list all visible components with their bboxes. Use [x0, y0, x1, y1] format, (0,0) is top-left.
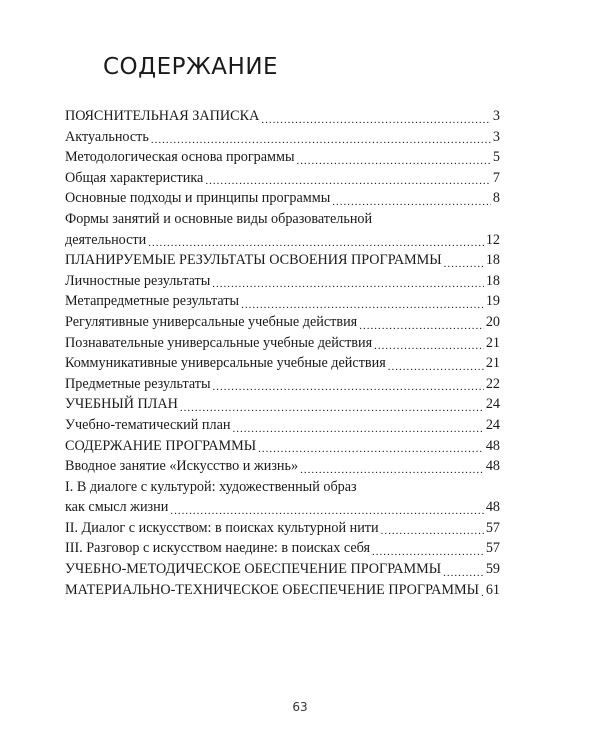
toc-entry-thematic-plan[interactable]: [65, 415, 500, 436]
toc-entry-label: как смысл жизни: [65, 499, 169, 516]
toc-leader-dots: [232, 415, 483, 436]
toc-entry-planned-results[interactable]: [65, 250, 500, 271]
toc-leader-dots: [388, 353, 484, 374]
toc-entry-label: Предметные результаты: [65, 375, 211, 392]
toc-entry-label: Коммуникативные универсальные учебные действия: [65, 355, 386, 372]
page-number: 63: [292, 700, 308, 714]
toc-leader-dots: [444, 250, 484, 271]
toc-entry-page: 8: [492, 190, 500, 207]
table-of-contents: [65, 106, 500, 600]
toc-entry-label: Методологическая основа программы: [65, 149, 295, 166]
toc-leader-dots: [213, 374, 484, 395]
toc-entry-dialogue-art[interactable]: [65, 518, 500, 539]
toc-entry-label: УЧЕБНЫЙ ПЛАН: [65, 396, 178, 413]
toc-entry-label: Вводное занятие «Искусство и жизнь»: [65, 458, 299, 475]
toc-entry-label: Регулятивные универсальные учебные действия: [65, 313, 358, 330]
toc-entry-label: ПОЯСНИТЕЛЬНАЯ ЗАПИСКА: [65, 108, 260, 124]
toc-leader-dots: [180, 394, 484, 415]
toc-leader-dots: [332, 188, 491, 209]
toc-entry-page: 57: [485, 540, 500, 557]
toc-entry-label: Метапредметные результаты: [65, 293, 240, 310]
toc-entry-regulatory-actions[interactable]: [65, 312, 500, 333]
toc-leader-dots: [297, 147, 491, 168]
toc-entry-label: Основные подходы и принципы программы: [65, 190, 331, 207]
toc-entry-label: II. Диалог с искусством: в поисках культурной нити: [65, 519, 379, 536]
toc-entry-subject-results[interactable]: [65, 374, 500, 395]
toc-entry-metasubject-results[interactable]: [65, 291, 500, 312]
toc-entry-page: 3: [492, 108, 500, 124]
toc-entry-page: 22: [485, 375, 500, 392]
toc-leader-dots: [241, 291, 484, 312]
toc-leader-dots: [443, 559, 484, 580]
toc-entry-page: 3: [492, 128, 500, 145]
page-title: СОДЕРЖАНИЕ: [103, 54, 279, 80]
toc-leader-dots: [170, 497, 483, 518]
toc-entry-general-characteristics[interactable]: [65, 168, 500, 189]
toc-entry-page: 21: [485, 334, 500, 351]
toc-entry-label: Личностные результаты: [65, 272, 211, 289]
toc-leader-dots: [212, 271, 484, 292]
toc-leader-dots: [151, 127, 491, 148]
toc-entry-page: 24: [485, 416, 500, 433]
toc-entry-dialogue-culture-line1[interactable]: I. В диалоге с культурой: художественный образ: [65, 478, 357, 495]
toc-entry-label: МАТЕРИАЛЬНО-ТЕХНИЧЕСКОЕ ОБЕСПЕЧЕНИЕ ПРОГРАММЫ: [65, 581, 480, 598]
toc-entry-page: 48: [485, 437, 500, 454]
toc-entry-page: 21: [485, 355, 500, 372]
toc-entry-forms-line1[interactable]: Формы занятий и основные виды образовательной: [65, 210, 373, 227]
toc-entry-page: 5: [492, 149, 500, 166]
toc-entry-program-content[interactable]: [65, 436, 500, 457]
toc-entry-label: УЧЕБНО-МЕТОДИЧЕСКОЕ ОБЕСПЕЧЕНИЕ ПРОГРАММЫ: [65, 561, 442, 578]
toc-entry-label: Учебно-тематический план: [65, 416, 231, 433]
toc-entry-label: ПЛАНИРУЕМЫЕ РЕЗУЛЬТАТЫ ОСВОЕНИЯ ПРОГРАММЫ: [65, 252, 442, 269]
toc-entry-explanatory-note[interactable]: [65, 106, 500, 127]
toc-leader-dots: [481, 580, 484, 601]
toc-entry-label: III. Разговор с искусством наедине: в поисках себя: [65, 540, 371, 557]
toc-entry-page: 57: [485, 519, 500, 536]
toc-entry-methodological-basis[interactable]: [65, 147, 500, 168]
toc-entry-label: Актуальность: [65, 128, 149, 145]
toc-entry-page: 12: [485, 231, 500, 248]
toc-leader-dots: [148, 230, 484, 251]
toc-entry-label: СОДЕРЖАНИЕ ПРОГРАММЫ: [65, 437, 257, 454]
toc-leader-dots: [372, 538, 484, 559]
toc-entry-label: Познавательные универсальные учебные действия: [65, 334, 373, 351]
toc-entry-page: 48: [485, 458, 500, 475]
toc-entry-page: 18: [485, 272, 500, 289]
toc-leader-dots: [374, 333, 484, 354]
toc-entry-approaches-principles[interactable]: [65, 188, 500, 209]
toc-entry-page: 18: [485, 252, 500, 269]
toc-entry-intro-lesson[interactable]: [65, 456, 500, 477]
toc-entry-conversation-art[interactable]: [65, 538, 500, 559]
toc-entry-label: Общая характеристика: [65, 169, 204, 186]
toc-leader-dots: [300, 456, 484, 477]
toc-entry-page: 20: [485, 313, 500, 330]
toc-entry-dialogue-culture[interactable]: [65, 497, 500, 518]
toc-leader-dots: [258, 436, 484, 457]
toc-leader-dots: [359, 312, 484, 333]
toc-entry-material-support[interactable]: [65, 580, 500, 601]
toc-entry-relevance[interactable]: [65, 127, 500, 148]
toc-entry-page: 19: [485, 293, 500, 310]
toc-entry-page: 61: [485, 581, 500, 598]
toc-leader-dots: [205, 168, 491, 189]
toc-entry-page: 7: [492, 169, 500, 186]
toc-entry-label: деятельности: [65, 231, 147, 248]
toc-entry-forms-activities[interactable]: [65, 230, 500, 251]
toc-entry-methodological-support[interactable]: [65, 559, 500, 580]
toc-entry-communicative-actions[interactable]: [65, 353, 500, 374]
toc-entry-curriculum[interactable]: [65, 394, 500, 415]
toc-leader-dots: [381, 518, 484, 539]
toc-entry-personal-results[interactable]: [65, 271, 500, 292]
toc-entry-cognitive-actions[interactable]: [65, 333, 500, 354]
toc-entry-page: 48: [485, 499, 500, 516]
toc-entry-page: 59: [485, 561, 500, 578]
toc-entry-page: 24: [485, 396, 500, 413]
toc-leader-dots: [261, 106, 491, 127]
